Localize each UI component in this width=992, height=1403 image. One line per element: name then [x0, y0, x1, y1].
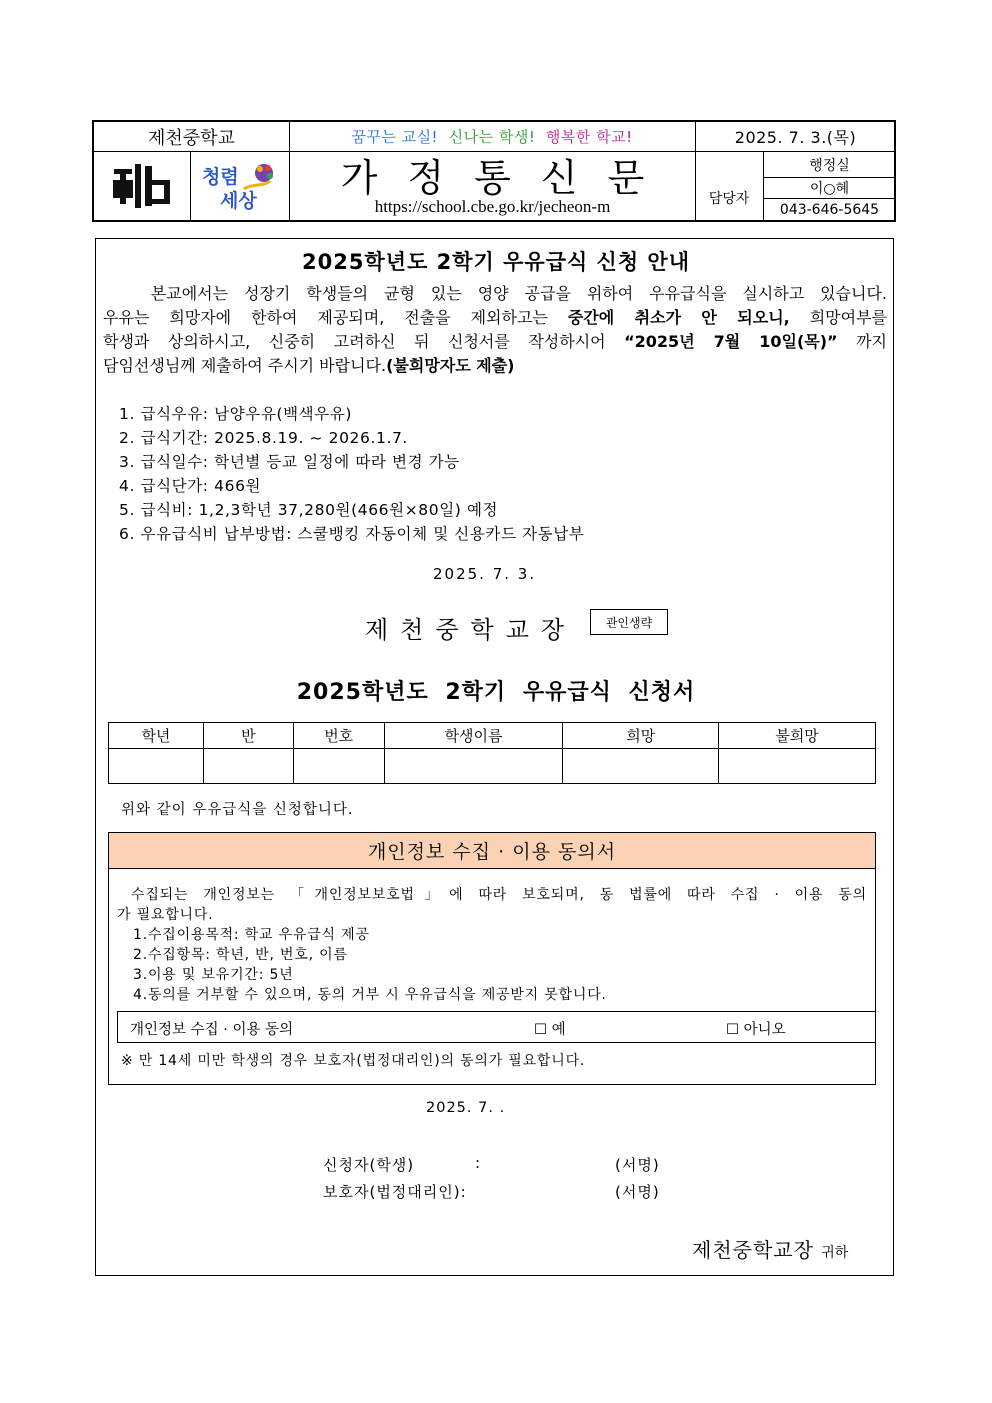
intro-line-3c: 까지: [837, 332, 887, 351]
intro-line-1: 본교에서는 성장기 학생들의 균형 있는 영양 공급을 위하여 우유급식을 실시하고 있습니다.: [150, 284, 887, 303]
intro-line-2c: 희망여부를: [789, 308, 887, 327]
notice-items: [119, 402, 584, 546]
want-field[interactable]: [563, 749, 719, 784]
agree-label: 개인정보 수집 · 이용 동의: [130, 1022, 294, 1038]
slogan-part-2: 신나는 학생!: [448, 128, 536, 146]
slogan-part-1: 꿈꾸는 교실!: [351, 128, 439, 146]
list-item: 2. 급식기간: 2025.8.19. ~ 2026.1.7.: [119, 429, 408, 447]
school-name: 제천중학교: [148, 127, 235, 149]
list-item: 4.동의를 거부할 수 있으며, 동의 거부 시 우유급식을 제공받지 못합니다.: [133, 987, 607, 1003]
applicant-signature[interactable]: (서명): [615, 1156, 660, 1174]
agree-yes-checkbox[interactable]: ☐ 예: [534, 1022, 566, 1038]
column-number: 번호: [293, 723, 384, 749]
issue-date: 2025. 7. 3.(목): [734, 128, 857, 147]
consent-agree-row: [117, 1011, 876, 1043]
newsletter-title: 가정통신문: [340, 155, 675, 200]
consent-box: [108, 832, 876, 1085]
notice-date: 2025. 7. 3.: [433, 565, 537, 583]
seal-omitted-box: 관인생략: [590, 609, 668, 635]
addressee: [692, 1234, 848, 1263]
manager-name: 이○혜: [809, 181, 850, 197]
list-item: 1. 급식우유: 남양우유(백색우유): [119, 405, 353, 423]
applicant-label: 신청자(학생): [323, 1156, 415, 1174]
consent-paragraph-cont: 가 필요합니다.: [117, 907, 214, 923]
column-want: 희망: [563, 723, 719, 749]
application-date: 2025. 7. .: [426, 1100, 506, 1116]
agree-no-checkbox[interactable]: ☐ 아니오: [726, 1022, 786, 1038]
notice-title: 2025학년도 2학기 우유급식 신청 안내: [301, 250, 691, 274]
intro-line-3a: 학생과 상의하시고, 신중히 고려하신 뒤 신청서를 작성하시어: [103, 332, 625, 351]
column-class: 반: [203, 723, 293, 749]
school-logo: [94, 152, 190, 220]
guardian-label: 보호자(법정대리인):: [323, 1183, 467, 1201]
intro-line-4a: 담임선생님께 제출하여 주시기 바랍니다.: [103, 356, 387, 375]
slogan-part-3: 행복한 학교!: [545, 128, 633, 146]
table-row: [109, 749, 876, 784]
list-item: 3.이용 및 보유기간: 5년: [133, 967, 294, 983]
svg-text:세상: 세상: [219, 190, 257, 212]
integrity-logo-icon: [198, 159, 282, 213]
svg-text:청렴: 청렴: [201, 166, 239, 188]
school-logo-icon: [111, 160, 173, 212]
manager-phone: 043-646-5645: [779, 201, 880, 218]
school-url: https://school.cbe.go.kr/jecheon-m: [374, 197, 611, 216]
consent-body: [117, 885, 867, 1005]
integrity-logo: [190, 152, 289, 220]
grade-field[interactable]: [109, 749, 204, 784]
list-item: 4. 급식단가: 466원: [119, 477, 262, 495]
addressee-honorific: 귀하: [821, 1245, 849, 1261]
consent-paragraph: 수집되는 개인정보는 「개인정보보호법」에 따라 보호되며, 동 법률에 따라 수집 · 이용 동의: [131, 887, 867, 903]
consent-title: 개인정보 수집 · 이용 동의서: [109, 833, 875, 869]
intro-line-4b: (불희망자도 제출): [386, 356, 515, 375]
intro-line-2b: 중간에 취소가 안 되오니,: [567, 308, 790, 327]
student-name-field[interactable]: [384, 749, 563, 784]
list-item: 6. 우유급식비 납부방법: 스쿨뱅킹 자동이체 및 신용카드 자동납부: [119, 525, 585, 543]
office-name: 행정실: [809, 157, 850, 174]
list-item: 5. 급식비: 1,2,3학년 37,280원(466원×80일) 예정: [119, 501, 499, 519]
guardian-note: ※ 만 14세 미만 학생의 경우 보호자(법정대리인)의 동의가 필요합니다.: [121, 1053, 586, 1069]
apply-statement: 위와 같이 우유급식을 신청합니다.: [121, 802, 354, 818]
list-item: 3. 급식일수: 학년별 등교 일정에 따라 변경 가능: [119, 453, 460, 471]
column-student-name: 학생이름: [384, 723, 563, 749]
list-item: 2.수집항목: 학년, 반, 번호, 이름: [133, 947, 348, 963]
intro-line-2a: 우유는 희망자에 한하여 제공되며, 전출을 제외하고는: [103, 308, 568, 327]
principal-name: 제천중학교장: [365, 616, 577, 644]
addressee-name: 제천중학교장: [692, 1238, 814, 1262]
newsletter-header: [92, 120, 896, 222]
class-field[interactable]: [203, 749, 293, 784]
column-grade: 학년: [109, 723, 204, 749]
number-field[interactable]: [293, 749, 384, 784]
intro-deadline: “2025년 7월 10일(목)”: [624, 332, 838, 351]
notice-intro: [103, 282, 887, 378]
applicant-colon: :: [475, 1154, 482, 1172]
not-want-field[interactable]: [719, 749, 876, 784]
manager-label: 담당자: [708, 191, 750, 207]
application-table: [108, 722, 876, 784]
table-header-row: [109, 723, 876, 749]
column-not-want: 불희망: [719, 723, 876, 749]
guardian-signature[interactable]: (서명): [615, 1183, 660, 1201]
application-title: 2025학년도 2학기 우유급식 신청서: [296, 680, 696, 705]
list-item: 1.수집이용목적: 학교 우유급식 제공: [133, 927, 370, 943]
